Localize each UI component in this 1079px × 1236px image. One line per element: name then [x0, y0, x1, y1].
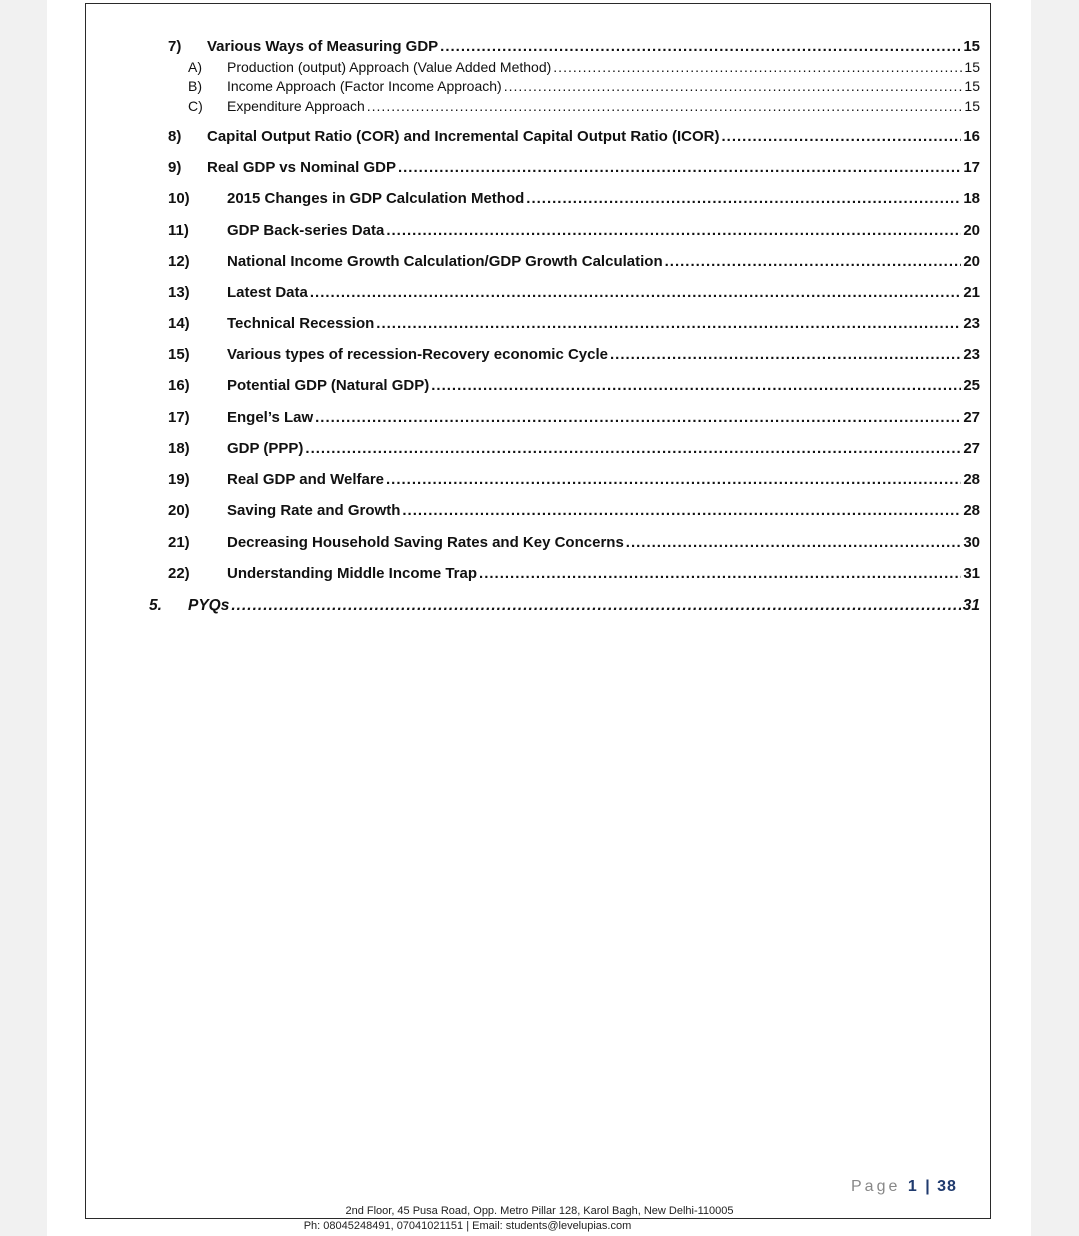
toc-dot-leader [526, 190, 961, 207]
toc-entry-number: 13) [168, 284, 190, 301]
toc-entry-page: 28 [963, 502, 980, 519]
toc-entry-title: Saving Rate and Growth [227, 502, 401, 519]
toc-dot-leader [386, 222, 961, 239]
toc-dot-leader [431, 377, 961, 394]
toc-entry-number: 9) [168, 159, 182, 176]
toc-entry-number: 17) [168, 409, 190, 426]
page-number-total: 38 [937, 1178, 957, 1195]
toc-dot-leader [479, 565, 961, 582]
toc-entry-page: 20 [963, 253, 980, 270]
toc-entry-page: 20 [963, 222, 980, 239]
toc-dot-leader [665, 253, 962, 270]
toc-entry[interactable] [168, 440, 980, 457]
toc-dot-leader [722, 128, 962, 145]
toc-entry[interactable] [168, 409, 980, 426]
toc-entry[interactable] [168, 128, 980, 145]
toc-entry-title: Income Approach (Factor Income Approach) [227, 78, 502, 94]
toc-entry-page: 31 [962, 597, 980, 614]
toc-entry-page: 15 [963, 38, 980, 55]
toc-entry-title: Various types of recession-Recovery economic Cycle [227, 346, 608, 363]
toc-entry-title: Real GDP vs Nominal GDP [207, 159, 396, 176]
toc-entry-title: PYQs [188, 597, 230, 614]
toc-entry-number: 15) [168, 346, 190, 363]
toc-dot-leader [398, 159, 961, 176]
toc-entry[interactable] [168, 253, 980, 270]
toc-entry[interactable] [168, 284, 980, 301]
toc-entry-page: 27 [963, 409, 980, 426]
toc-entry-number: 21) [168, 534, 190, 551]
toc-entry-title: Potential GDP (Natural GDP) [227, 377, 430, 394]
toc-entry[interactable] [168, 565, 980, 582]
toc-entry-number: 11) [168, 222, 189, 239]
toc-entry[interactable] [168, 190, 980, 207]
toc-entry-title: Understanding Middle Income Trap [227, 565, 478, 582]
toc-entry-number: 8) [168, 128, 182, 145]
toc-entry-number: 7) [168, 38, 182, 55]
toc-entry-page: 15 [964, 59, 980, 75]
page-number-current: 1 [907, 1178, 918, 1195]
toc-entry[interactable] [188, 98, 980, 114]
toc-entry[interactable] [188, 59, 980, 75]
toc-entry-number: B) [188, 78, 202, 94]
toc-entry-number: 20) [168, 502, 190, 519]
toc-entry[interactable] [188, 78, 980, 94]
toc-entry-title: Expenditure Approach [227, 98, 365, 114]
toc-dot-leader [231, 597, 960, 615]
toc-entry-number: C) [188, 98, 203, 114]
toc-dot-leader [305, 440, 961, 457]
toc-entry-number: 14) [168, 315, 190, 332]
toc-entry-number: 18) [168, 440, 190, 457]
page-number [851, 1178, 957, 1196]
toc-entry-title: National Income Growth Calculation/GDP Growth Calculation [227, 253, 663, 270]
toc-entry-number: 10) [168, 190, 190, 207]
toc-entry-page: 23 [963, 315, 980, 332]
toc-entry-page: 27 [963, 440, 980, 457]
toc-entry[interactable] [168, 222, 980, 239]
toc-entry-title: Decreasing Household Saving Rates and Key Concerns [227, 534, 624, 551]
toc-entry-title: Latest Data [227, 284, 308, 301]
page-number-label: Page [851, 1178, 901, 1195]
toc-dot-leader [376, 315, 961, 332]
toc-dot-leader [626, 534, 962, 551]
toc-entry-page: 28 [963, 471, 980, 488]
toc-entry-number: 5. [149, 597, 162, 614]
toc-entry[interactable] [168, 502, 980, 519]
toc-dot-leader [386, 471, 961, 488]
toc-dot-leader [402, 502, 961, 519]
toc-entry-page: 18 [963, 190, 980, 207]
toc-entry-title: Real GDP and Welfare [227, 471, 385, 488]
toc-entry-title: Capital Output Ratio (COR) and Incremental Capital Output Ratio (ICOR) [207, 128, 720, 145]
toc-entry[interactable] [149, 597, 980, 615]
toc-entry-title: GDP (PPP) [227, 440, 304, 457]
toc-entry-title: Production (output) Approach (Value Added Method) [227, 59, 552, 75]
toc-dot-leader [315, 409, 961, 426]
toc-dot-leader [440, 38, 961, 55]
toc-dot-leader [553, 59, 962, 75]
toc-entry[interactable] [168, 38, 980, 55]
toc-entry-page: 17 [963, 159, 980, 176]
toc-dot-leader [310, 284, 961, 301]
toc-entry-number: A) [188, 59, 202, 75]
toc-entry-title: Engel’s Law [227, 409, 314, 426]
footer-address: 2nd Floor, 45 Pusa Road, Opp. Metro Pillar 128, Karol Bagh, New Delhi-110005 [345, 1205, 734, 1217]
toc-entry-number: 22) [168, 565, 190, 582]
toc-entry[interactable] [168, 159, 980, 176]
toc-entry-title: Technical Recession [227, 315, 375, 332]
toc-entry-number: 19) [168, 471, 190, 488]
toc-entry-page: 25 [963, 377, 980, 394]
toc-entry-page: 15 [964, 78, 980, 94]
toc-entry-title: 2015 Changes in GDP Calculation Method [227, 190, 525, 207]
page-number-separator: | [925, 1178, 930, 1195]
toc-entry[interactable] [168, 377, 980, 394]
toc-entry-page: 23 [963, 346, 980, 363]
toc-entry-title: Various Ways of Measuring GDP [207, 38, 439, 55]
toc-entry-page: 15 [964, 98, 980, 114]
toc-entry-page: 30 [963, 534, 980, 551]
toc-dot-leader [367, 98, 963, 114]
toc-entry[interactable] [168, 534, 980, 551]
toc-entry[interactable] [168, 471, 980, 488]
toc-dot-leader [610, 346, 961, 363]
toc-entry-number: 12) [168, 253, 190, 270]
toc-entry-number: 16) [168, 377, 190, 394]
toc-entry[interactable] [168, 346, 980, 363]
toc-entry-page: 16 [963, 128, 980, 145]
toc-entry-title: GDP Back-series Data [227, 222, 385, 239]
toc-entry-page: 31 [963, 565, 980, 582]
toc-dot-leader [504, 78, 963, 94]
toc-entry-page: 21 [963, 284, 980, 301]
footer-contact: Ph: 08045248491, 07041021151 | Email: students@levelupias.com [303, 1220, 632, 1232]
toc-entry[interactable] [168, 315, 980, 332]
